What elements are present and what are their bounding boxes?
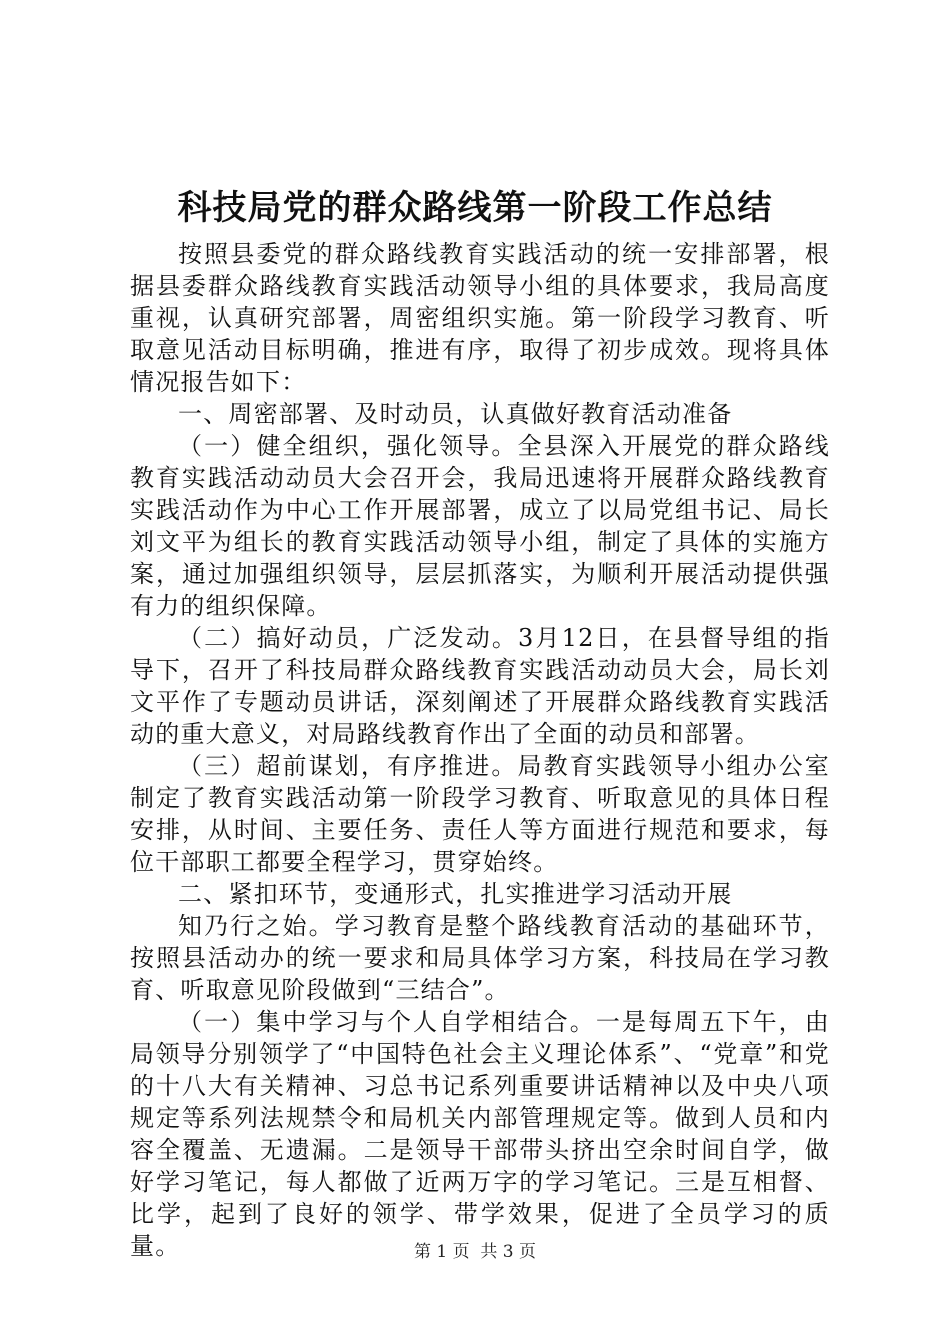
subsection-paragraph-2-1: （一）集中学习与个人自学相结合。一是每周五下午，由局领导分别领学了“中国特色社会主义理论体系”、“党章”和党的十八大有关精神、习总书记系列重要讲话精神以及中央八项规定等系列法规禁令和局机关内部管理规定等。做到人员和内容全覆盖、无遗漏。二是领导干部带头挤出空余时间自学，做好学习笔记，每人都做了近两万字的学习笔记。三是互相督、比学，起到了良好的领学、带学效果，促进了全员学习的质量。 bbox=[130, 1008, 830, 1260]
page-footer bbox=[0, 1240, 950, 1264]
page-number-label: 第 1 页 共 3 页 bbox=[413, 1242, 537, 1262]
document-title: 科技局党的群众路线第一阶段工作总结 bbox=[177, 188, 773, 228]
document-body bbox=[130, 238, 830, 1262]
section-2-intro-paragraph: 知乃行之始。学习教育是整个路线教育活动的基础环节，按照县活动办的统一要求和局具体学习方案，科技局在学习教育、听取意见阶段做到“三结合”。 bbox=[130, 912, 830, 1004]
section-heading-1: 一、周密部署、及时动员，认真做好教育活动准备 bbox=[178, 400, 733, 428]
subsection-paragraph-1-1: （一）健全组织，强化领导。全县深入开展党的群众路线教育实践活动动员大会召开会，我局迅速将开展群众路线教育实践活动作为中心工作开展部署，成立了以局党组书记、局长刘文平为组长的教育实践活动领导小组，制定了具体的实施方案，通过加强组织领导，层层抓落实，为顺利开展活动提供强有力的组织保障。 bbox=[130, 432, 830, 620]
intro-paragraph: 按照县委党的群众路线教育实践活动的统一安排部署，根据县委群众路线教育实践活动领导小组的具体要求，我局高度重视，认真研究部署，周密组织实施。第一阶段学习教育、听取意见活动目标明确，推进有序，取得了初步成效。现将具体情况报告如下： bbox=[130, 240, 830, 396]
section-heading-2: 二、紧扣环节，变通形式，扎实推进学习活动开展 bbox=[178, 880, 733, 908]
subsection-paragraph-1-3: （三）超前谋划，有序推进。局教育实践领导小组办公室制定了教育实践活动第一阶段学习教育、听取意见的具体日程安排，从时间、主要任务、责任人等方面进行规范和要求，每位干部职工都要全程学习，贯穿始终。 bbox=[130, 752, 830, 876]
subsection-paragraph-1-2: （二）搞好动员，广泛发动。3月12日，在县督导组的指导下，召开了科技局群众路线教育实践活动动员大会，局长刘文平作了专题动员讲话，深刻阐述了开展群众路线教育实践活动的重大意义，对局路线教育作出了全面的动员和部署。 bbox=[130, 624, 830, 748]
